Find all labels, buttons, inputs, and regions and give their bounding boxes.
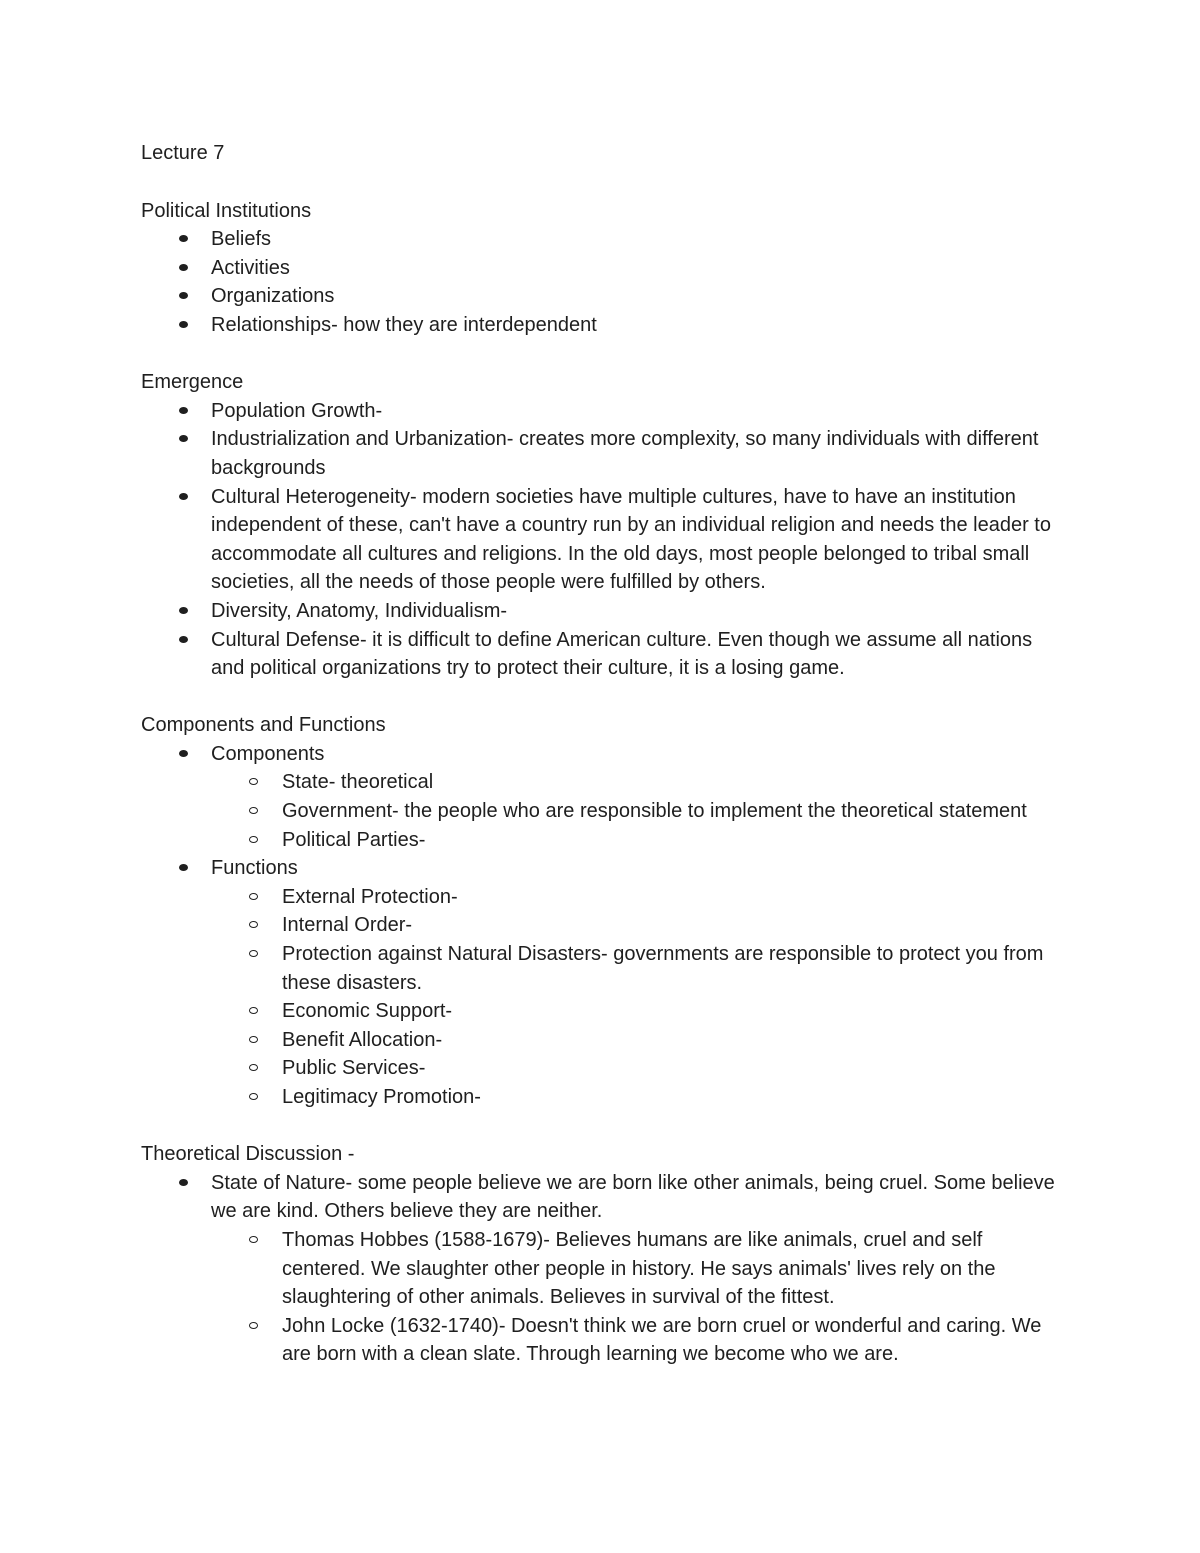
- sub-list-item: Thomas Hobbes (1588-1679)- Believes humans are like animals, cruel and self centered. We slaughter other people in history. He says animals' lives rely on the slaughtering of other animals. Believes in survival of the fittest.: [211, 1226, 1071, 1312]
- sub-list-item: Benefit Allocation-: [211, 1026, 1071, 1055]
- sub-bullet-list: [141, 883, 1071, 1112]
- bullet-list: [141, 397, 1071, 683]
- list-item: Diversity, Anatomy, Individualism-: [141, 597, 1071, 626]
- list-item: Beliefs: [141, 225, 1071, 254]
- section-components-and-functions: [141, 711, 1071, 1111]
- section-theoretical-discussion: [141, 1140, 1071, 1369]
- bullet-list: [141, 1169, 1071, 1369]
- list-item: Activities: [141, 254, 1071, 283]
- sub-list-item: Political Parties-: [211, 826, 1071, 855]
- bullet-list: [141, 740, 1071, 1112]
- list-item: Relationships- how they are interdependent: [141, 311, 1071, 340]
- sub-list-item: Government- the people who are responsible to implement the theoretical statement: [211, 797, 1071, 826]
- section-heading: Political Institutions: [141, 199, 312, 222]
- list-item: [141, 740, 1071, 854]
- sub-list-item: External Protection-: [211, 883, 1071, 912]
- sub-list-item: State- theoretical: [211, 768, 1071, 797]
- list-item: Industrialization and Urbanization- creates more complexity, so many individuals with different backgrounds: [141, 425, 1071, 482]
- list-item: [141, 1169, 1071, 1369]
- document-page: [141, 139, 1071, 1398]
- sub-list-item: Public Services-: [211, 1054, 1071, 1083]
- list-item: Population Growth-: [141, 397, 1071, 426]
- document-title: Lecture 7: [141, 142, 225, 164]
- section-heading: Emergence: [141, 371, 244, 394]
- sub-list-item: Economic Support-: [211, 997, 1071, 1026]
- sub-list-item: Protection against Natural Disasters- governments are responsible to protect you from these disasters.: [211, 940, 1071, 997]
- sub-bullet-list: [141, 768, 1071, 854]
- list-item: Organizations: [141, 282, 1071, 311]
- bullet-list: [141, 225, 1071, 339]
- sub-list-item: Legitimacy Promotion-: [211, 1083, 1071, 1112]
- list-item-text: Components: [211, 742, 325, 765]
- sub-list-item: John Locke (1632-1740)- Doesn't think we are born cruel or wonderful and caring. We are born with a clean slate. Through learning we become who we are.: [211, 1312, 1071, 1369]
- sub-bullet-list: [141, 1226, 1071, 1369]
- list-item: Cultural Heterogeneity- modern societies have multiple cultures, have to have an institution independent of these, can't have a country run by an individual religion and needs the leader to accommodate all cultures and religions. In the old days, most people belonged to tribal small societies, all the needs of those people were fulfilled by others.: [141, 483, 1071, 597]
- sub-list-item: Internal Order-: [211, 911, 1071, 940]
- section-heading: Components and Functions: [141, 714, 386, 737]
- section-heading: Theoretical Discussion -: [141, 1143, 355, 1166]
- list-item: Cultural Defense- it is difficult to define American culture. Even though we assume all nations and political organizations try to protect their culture, it is a losing game.: [141, 626, 1071, 683]
- list-item-text: State of Nature- some people believe we are born like other animals, being cruel. Some believe we are kind. Others believe they are neither.: [211, 1171, 1055, 1223]
- list-item-text: Functions: [211, 857, 298, 880]
- section-political-institutions: [141, 197, 1071, 340]
- list-item: [141, 854, 1071, 1111]
- section-emergence: [141, 368, 1071, 683]
